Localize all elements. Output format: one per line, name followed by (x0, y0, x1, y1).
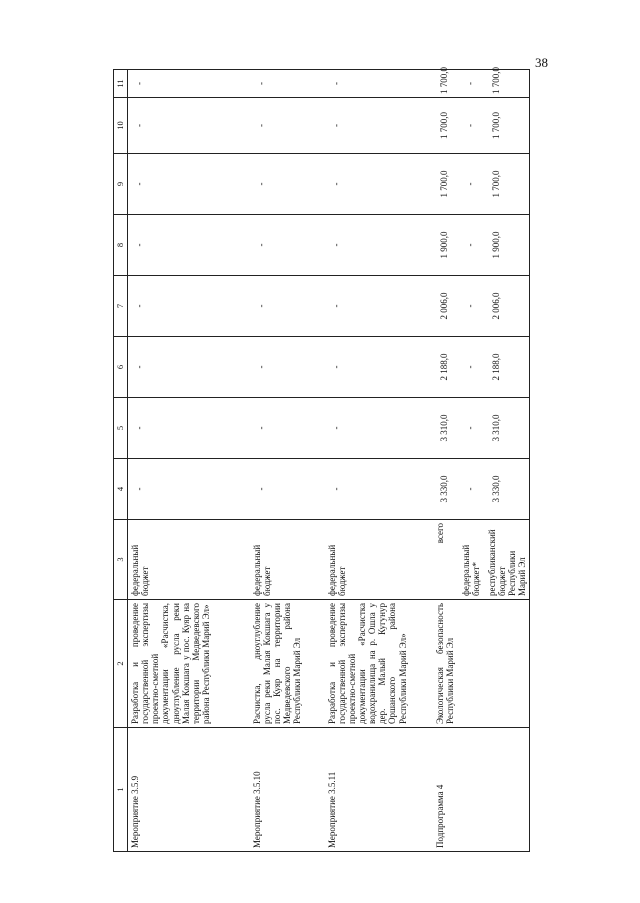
row-source: федеральный бюджет (250, 520, 325, 600)
row-value: - (325, 98, 433, 154)
sub-value: - (464, 426, 475, 430)
row-value: - (128, 154, 250, 215)
col-header: 9 (114, 154, 128, 215)
sub-value: 1 700,0 (490, 67, 501, 94)
sub-value: - (464, 365, 475, 369)
col-header: 3 (114, 520, 128, 600)
row-value: - (325, 459, 433, 520)
row-value-group (433, 67, 530, 98)
row-value-group (433, 215, 530, 276)
sub-value: - (464, 304, 475, 308)
row-source: федеральный бюджет (325, 520, 433, 600)
sub-value: 1 900,0 (490, 231, 501, 259)
row-value: - (325, 70, 433, 98)
col-header: 6 (114, 337, 128, 398)
row-code: Подпрограмма 4 (433, 728, 530, 852)
row-value-group (433, 98, 530, 154)
row-value: - (250, 98, 325, 154)
table-row (128, 70, 250, 852)
row-value: - (128, 70, 250, 98)
col-header: 11 (114, 70, 128, 98)
sub-value: - (464, 243, 475, 247)
row-source-group (433, 520, 530, 600)
row-code: Мероприятие 3.5.9 (128, 728, 250, 852)
sub-value: 1 700,0 (490, 112, 501, 139)
sub-value: 2 006,0 (490, 292, 501, 320)
col-header: 4 (114, 459, 128, 520)
row-value: - (128, 337, 250, 398)
row-description: Расчистка, дноуглубление русла реки Малая Кокшага у пос. Куяр на территории Медведевского района Республики Марий Эл (250, 600, 325, 728)
row-value-group (433, 459, 530, 520)
row-description: Разработка и проведение государственной экспертизы проектно-сметной документации «Расчистка, дноуглубление русла реки Малая Кокшага у пос. Куяр на территории Медведевского района Республики Марий Эл» (128, 600, 250, 728)
row-value: - (128, 215, 250, 276)
budget-table (113, 69, 530, 852)
row-value: - (250, 459, 325, 520)
col-header: 5 (114, 398, 128, 459)
row-value: - (128, 398, 250, 459)
sub-value: 2 188,0 (438, 353, 449, 381)
table-row (433, 70, 530, 852)
sub-value: 1 700,0 (438, 67, 449, 94)
sub-value: 3 330,0 (438, 475, 449, 503)
row-source: федеральный бюджет (128, 520, 250, 600)
sub-source: федеральный бюджет* (460, 544, 481, 596)
row-value-group (433, 398, 530, 459)
sub-value: 1 700,0 (438, 170, 449, 198)
col-header: 8 (114, 215, 128, 276)
row-value: - (325, 215, 433, 276)
row-value: - (250, 276, 325, 337)
row-value: - (325, 398, 433, 459)
sub-value: - (464, 182, 475, 186)
row-value: - (128, 98, 250, 154)
budget-table-rotated (113, 67, 527, 852)
row-value: - (250, 215, 325, 276)
row-value: - (128, 459, 250, 520)
row-code: Мероприятие 3.5.10 (250, 728, 325, 852)
col-header: 1 (114, 728, 128, 852)
row-value: - (128, 276, 250, 337)
row-value: - (250, 337, 325, 398)
sub-value: 1 700,0 (438, 112, 449, 139)
sub-value: 3 330,0 (490, 475, 501, 503)
row-value: - (250, 154, 325, 215)
sub-value: 3 310,0 (438, 414, 449, 442)
row-value: - (325, 276, 433, 337)
col-header: 2 (114, 600, 128, 728)
sub-source: всего (434, 523, 445, 544)
col-header: 10 (114, 98, 128, 154)
row-value: - (325, 337, 433, 398)
sub-value: - (464, 124, 475, 127)
col-header: 7 (114, 276, 128, 337)
sub-value: 1 900,0 (438, 231, 449, 259)
table-row (250, 70, 325, 852)
sub-value: - (464, 487, 475, 491)
row-value-group (433, 154, 530, 215)
row-value: - (325, 154, 433, 215)
sub-value: - (464, 82, 475, 85)
sub-value: 2 188,0 (490, 353, 501, 381)
sub-value: 2 006,0 (438, 292, 449, 320)
row-value: - (250, 398, 325, 459)
row-value-group (433, 337, 530, 398)
row-value: - (250, 70, 325, 98)
row-description: Разработка и проведение государственной экспертизы проектно-сметной документации «Расчистка водохранилища на р. Ошла у дер. Малый Кугунур Оршанского района Республики Марий Эл» (325, 600, 433, 728)
page-number: 38 (535, 55, 548, 70)
row-code: Мероприятие 3.5.11 (325, 728, 433, 852)
table-row (325, 70, 433, 852)
row-value-group (433, 276, 530, 337)
header-row (114, 70, 128, 852)
sub-value: 3 310,0 (490, 414, 501, 442)
row-description: Экологическая безопасность Республики Марий Эл (433, 600, 530, 728)
sub-source: республиканский бюджет Республики Марий Эл (486, 529, 527, 596)
sub-value: 1 700,0 (490, 170, 501, 198)
